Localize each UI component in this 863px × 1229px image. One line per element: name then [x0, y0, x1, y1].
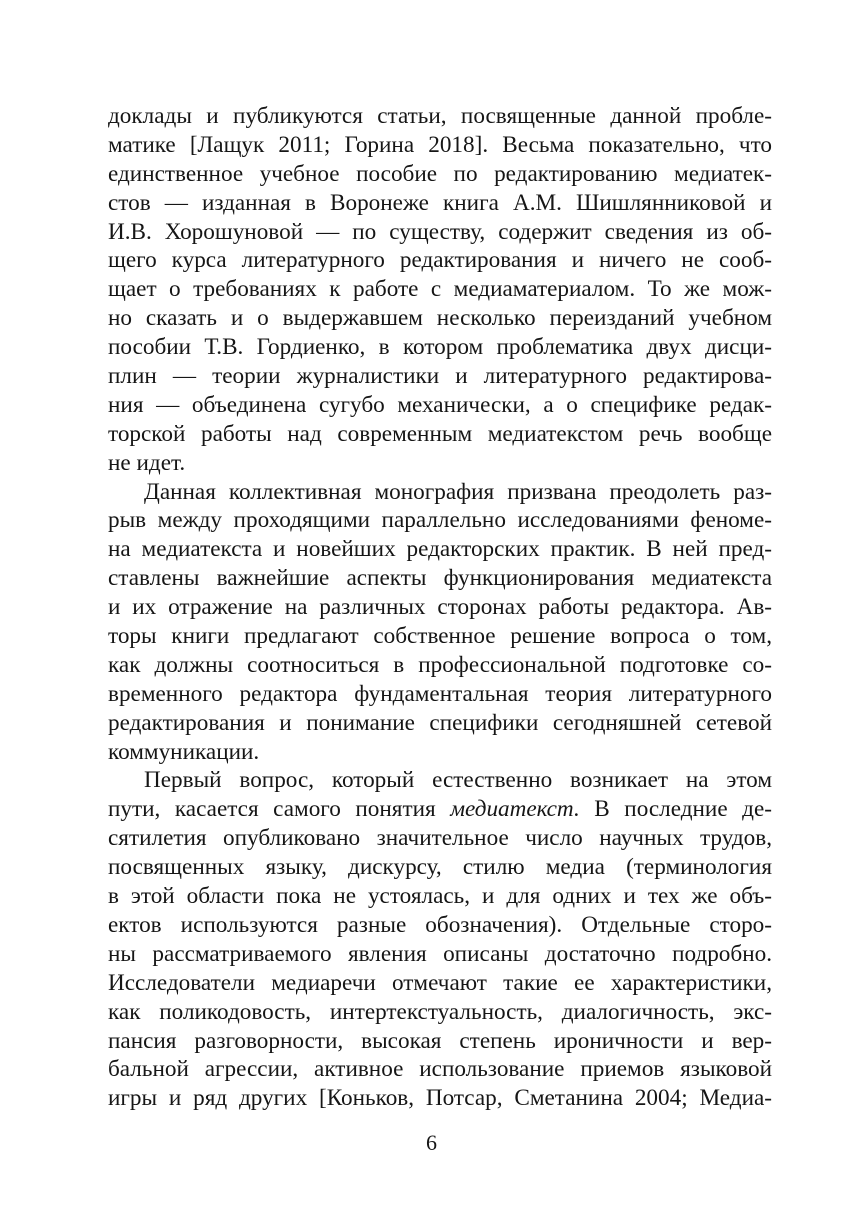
paragraph-3	[108, 766, 772, 1113]
text-line: плин — теории журналистики и литературного редактирова-	[108, 363, 772, 390]
text-line: ставлены важнейшие аспекты функционирования медиатекста	[108, 565, 772, 592]
text-line: Данная коллективная монография призвана преодолеть раз-	[144, 478, 772, 505]
text-line: игры и ряд других [Коньков, Потсар, Сметанина 2004; Медиа-	[108, 1085, 772, 1112]
text-line: ния — объединена сугубо механически, а о специфике редак-	[108, 391, 772, 418]
paragraph-1	[108, 102, 772, 478]
text-line: но сказать и о выдержавшем несколько переизданий учебном	[108, 305, 772, 332]
text-line: временного редактора фундаментальная теория литературного	[108, 680, 772, 707]
text-line: и их отражение на различных сторонах работы редактора. Ав-	[108, 594, 772, 621]
text-line: редактирования и понимание специфики сегодняшней сетевой	[108, 709, 772, 736]
text-line: сятилетия опубликовано значительное число научных трудов,	[108, 825, 772, 852]
text-segment: пути, касается самого понятия	[108, 796, 451, 823]
text-line: в этой области пока не устоялась, и для одних и тех же объ-	[108, 883, 772, 910]
paragraph-2	[108, 478, 772, 767]
text-line: как должны соотноситься в профессиональной подготовке со-	[108, 651, 772, 678]
text-line: Первый вопрос, который естественно возникает на этом	[144, 767, 772, 794]
body-text	[108, 102, 772, 1113]
text-line: стов — изданная в Воронеже книга А.М. Шишлянниковой и	[108, 189, 772, 216]
text-line: пособии Т.В. Гордиенко, в котором проблематика двух дисци-	[108, 334, 772, 361]
text-line: пансия разговорности, высокая степень ироничности и вер-	[108, 1027, 772, 1054]
text-line: не идет.	[108, 449, 186, 476]
text-line: щего курса литературного редактирования и ничего не сооб-	[108, 247, 772, 274]
text-line: рыв между проходящими параллельно исследованиями феноме-	[108, 507, 772, 534]
text-line: на медиатекста и новейших редакторских практик. В ней пред-	[108, 536, 772, 563]
page-number: 6	[426, 1130, 437, 1155]
text-line: доклады и публикуются статьи, посвященные данной пробле-	[108, 103, 772, 129]
text-line: торы книги предлагают собственное решение вопроса о том,	[108, 623, 772, 650]
text-line: коммуникации.	[108, 738, 260, 765]
text-line: единственное учебное пособие по редактированию медиатек-	[108, 160, 772, 187]
text-line: ны рассматриваемого явления описаны достаточно подробно.	[108, 940, 772, 967]
text-line-with-term	[108, 795, 772, 824]
text-segment: В последние де-	[579, 796, 772, 823]
text-line: бальной агрессии, активное использование приемов языковой	[108, 1056, 772, 1083]
text-line: Исследователи медиаречи отмечают такие ее характеристики,	[108, 969, 772, 996]
text-line: ектов используются разные обозначения). Отдельные сторо-	[108, 911, 772, 938]
text-line: посвященных языку, дискурсу, стилю медиа (терминология	[108, 854, 772, 881]
text-line: торской работы над современным медиатекстом речь вообще	[108, 420, 772, 447]
text-line: И.В. Хорошуновой — по существу, содержит сведения из об-	[108, 218, 772, 245]
text-line: щает о требованиях к работе с медиаматериалом. То же мож-	[108, 276, 772, 303]
text-line: как поликодовость, интертекстуальность, диалогичность, экс-	[108, 998, 772, 1025]
text-line: матике [Лащук 2011; Горина 2018]. Весьма показательно, что	[108, 131, 772, 158]
italic-term: медиатекст.	[450, 796, 580, 823]
